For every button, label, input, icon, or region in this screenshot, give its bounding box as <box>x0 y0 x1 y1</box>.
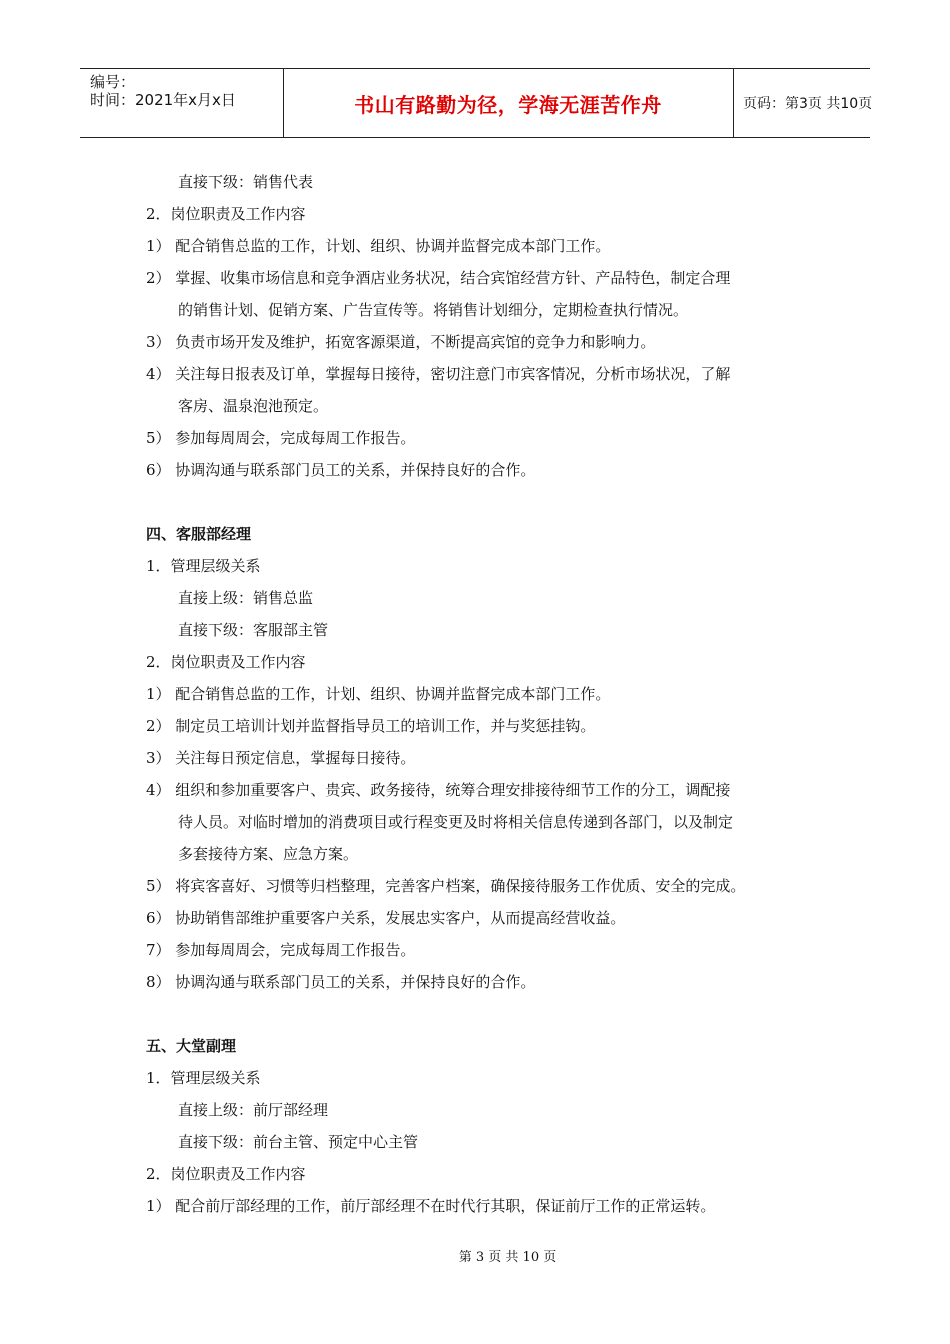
section-heading: 四、客服部经理 <box>146 525 252 543</box>
body-line: 1） 配合销售总监的工作，计划、组织、协调并监督完成本部门工作。 <box>146 685 611 703</box>
body-line: 7） 参加每周周会，完成每周工作报告。 <box>146 941 416 959</box>
body-line: 6） 协调沟通与联系部门员工的关系，并保持良好的合作。 <box>146 461 536 479</box>
body-line: 4） 组织和参加重要客户、贵宾、政务接待，统筹合理安排接待细节工作的分工，调配接 <box>146 781 731 799</box>
body-line: 2） 制定员工培训计划并监督指导员工的培训工作，并与奖惩挂钩。 <box>146 717 596 735</box>
body-line: 2．岗位职责及工作内容 <box>146 205 306 223</box>
body-line: 8） 协调沟通与联系部门员工的关系，并保持良好的合作。 <box>146 973 536 991</box>
body-line: 2．岗位职责及工作内容 <box>146 1165 306 1183</box>
page-number-info: 页码：第3页 共10页 <box>743 96 873 112</box>
body-line: 1．管理层级关系 <box>146 1069 261 1087</box>
body-line: 待人员。对临时增加的消费项目或行程变更及时将相关信息传递到各部门，以及制定 <box>178 813 734 831</box>
body-line: 的销售计划、促销方案、广告宣传等。将销售计划细分，定期检查执行情况。 <box>178 301 689 319</box>
document-date: 时间：2021年x月x日 <box>90 91 236 109</box>
section-heading: 五、大堂副理 <box>146 1037 237 1055</box>
body-line: 3） 负责市场开发及维护，拓宽客源渠道，不断提高宾馆的竞争力和影响力。 <box>146 333 656 351</box>
body-line: 客房、温泉泡池预定。 <box>178 397 329 415</box>
body-line: 1） 配合销售总监的工作，计划、组织、协调并监督完成本部门工作。 <box>146 237 611 255</box>
document-number-label: 编号： <box>90 73 136 91</box>
page-footer: 第 3 页 共 10 页 <box>458 1250 557 1265</box>
body-line: 1） 配合前厅部经理的工作，前厅部经理不在时代行其职，保证前厅工作的正常运转。 <box>146 1197 716 1215</box>
body-line: 3） 关注每日预定信息，掌握每日接待。 <box>146 749 416 767</box>
body-line: 5） 将宾客喜好、习惯等归档整理，完善客户档案，确保接待服务工作优质、安全的完成。 <box>146 877 746 895</box>
body-line: 直接下级：前台主管、预定中心主管 <box>178 1133 419 1151</box>
body-line: 直接上级：前厅部经理 <box>178 1101 329 1119</box>
body-line: 5） 参加每周周会，完成每周工作报告。 <box>146 429 416 447</box>
body-line: 多套接待方案、应急方案。 <box>178 845 359 863</box>
body-line: 4） 关注每日报表及订单，掌握每日接待，密切注意门市宾客情况，分析市场状况，了解 <box>146 365 731 383</box>
body-line: 直接上级：销售总监 <box>178 589 314 607</box>
body-line: 直接下级：客服部主管 <box>178 621 329 639</box>
body-line: 6） 协助销售部维护重要客户关系，发展忠实客户，从而提高经营收益。 <box>146 909 626 927</box>
motto: 书山有路勤为径，学海无涯苦作舟 <box>354 92 662 117</box>
body-line: 2） 掌握、收集市场信息和竞争酒店业务状况，结合宾馆经营方针、产品特色，制定合理 <box>146 269 731 287</box>
body-line: 2．岗位职责及工作内容 <box>146 653 306 671</box>
body-line: 直接下级：销售代表 <box>178 173 314 191</box>
body-line: 1．管理层级关系 <box>146 557 261 575</box>
